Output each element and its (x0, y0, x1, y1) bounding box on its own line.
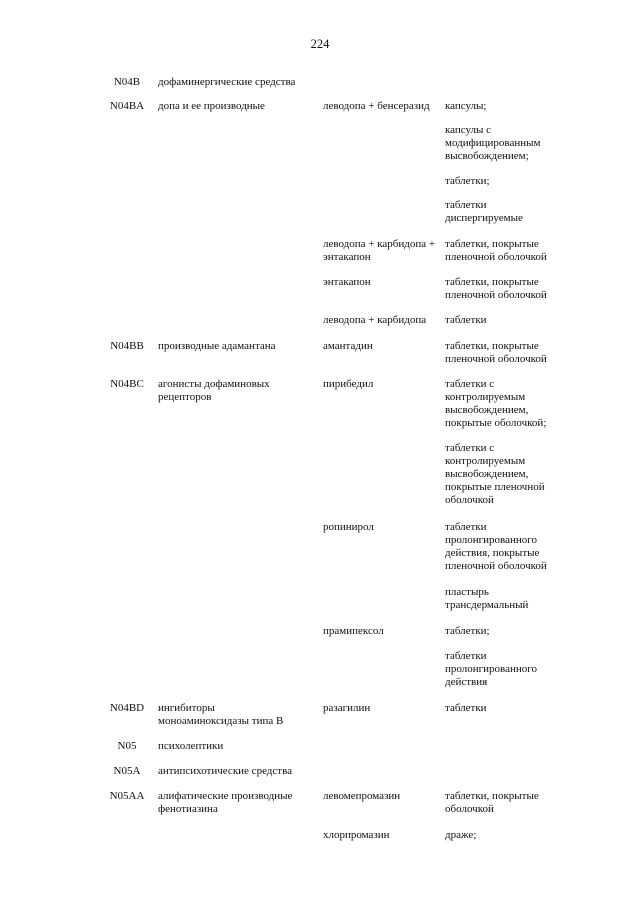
dosage-form: таблетки, покрытые оболочкой (445, 790, 539, 815)
dosage-form: драже; (445, 829, 477, 841)
dosage-form: таблетки; (445, 625, 490, 637)
atc-code: N04BA (109, 100, 145, 112)
dosage-form: капсулы с модифицированным высвобождением; (445, 124, 541, 162)
drug-name: разагилин (323, 702, 371, 714)
drug-name: прамипексол (323, 625, 384, 637)
dosage-form: капсулы; (445, 100, 487, 112)
group-name: агонисты дофаминовых рецепторов (158, 378, 270, 403)
drug-name: амантадин (323, 340, 373, 352)
drug-name: хлорпромазин (323, 829, 390, 841)
atc-code: N05A (113, 765, 141, 777)
group-name: антипсихотические средства (158, 765, 293, 777)
drug-name: пирибедил (323, 378, 374, 390)
dosage-form: таблетки пролонгированного действия (445, 650, 537, 688)
group-name: производные адамантана (158, 340, 276, 352)
group-name: дофаминергические средства (158, 76, 296, 88)
group-name: психолептики (158, 740, 224, 752)
dosage-form: таблетки, покрытые пленочной оболочкой (445, 276, 547, 301)
group-name: допа и ее производные (158, 100, 265, 112)
drug-name: энтакапон (323, 276, 371, 288)
dosage-form: таблетки пролонгированного действия, покрытые пленочной оболочкой (445, 521, 547, 572)
drug-name: ропинирол (323, 521, 374, 533)
dosage-form: таблетки диспергируемые (445, 199, 523, 224)
atc-code: N05AA (109, 790, 145, 802)
drug-name: леводопа + карбидопа + энтакапон (323, 238, 436, 263)
atc-code: N04B (113, 76, 141, 88)
dosage-form: таблетки; (445, 175, 490, 187)
dosage-form: таблетки с контролируемым высвобождением, покрытые оболочкой; (445, 378, 547, 429)
dosage-form: пластырь трансдермальный (445, 586, 529, 611)
drug-name: леводопа + карбидопа (323, 314, 427, 326)
atc-code: N04BC (110, 378, 144, 390)
page-number: 224 (310, 37, 330, 51)
atc-code: N04BD (109, 702, 145, 714)
dosage-form: таблетки (445, 314, 487, 326)
group-name: ингибиторы моноаминоксидазы типа B (158, 702, 284, 727)
atc-code: N05 (117, 740, 137, 752)
dosage-form: таблетки, покрытые пленочной оболочкой (445, 238, 547, 263)
drug-name: левомепромазин (323, 790, 401, 802)
dosage-form: таблетки (445, 702, 487, 714)
atc-code: N04BB (110, 340, 144, 352)
dosage-form: таблетки с контролируемым высвобождением, покрытые пленочной оболочкой (445, 442, 545, 506)
group-name: алифатические производные фенотиазина (158, 790, 293, 815)
dosage-form: таблетки, покрытые пленочной оболочкой (445, 340, 547, 365)
drug-name: леводопа + бенсеразид (323, 100, 430, 112)
